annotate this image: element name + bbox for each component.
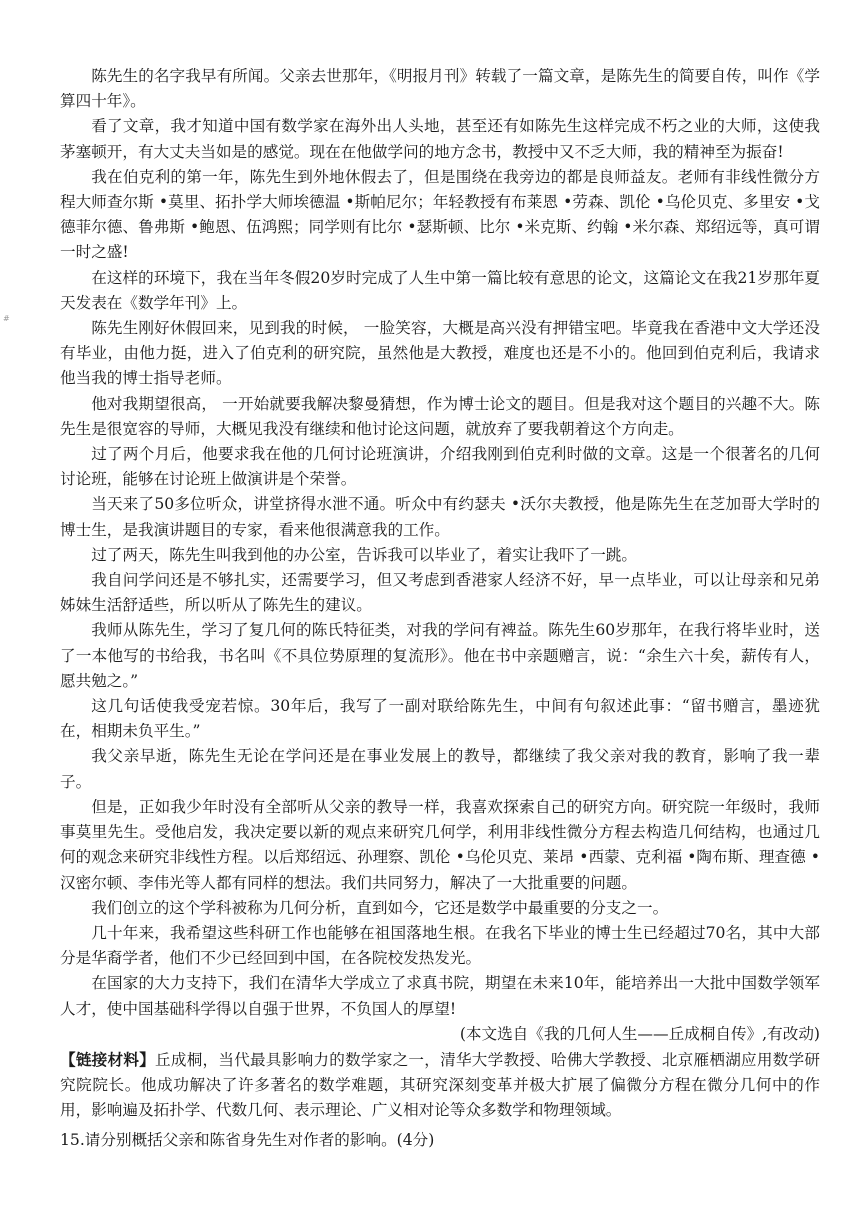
- paragraph-6: 他对我期望很高， 一开始就要我解决黎曼猜想，作为博士论文的题目。但是我对这个题目的兴趣不大。陈先生是很宽容的导师，大概见我没有继续和他讨论这问题，就放弃了要我朝着这个方向走。: [60, 394, 820, 438]
- paragraph-2: 看了文章，我才知道中国有数学家在海外出人头地，甚至还有如陈先生这样完成不朽之业的大师，这使我茅塞顿开，有大丈夫当如是的感觉。现在在他做学问的地方念书，教授中又不乏大师，我的精神至为振奋!: [60, 117, 820, 161]
- paragraph-13: 我父亲早逝，陈先生无论在学问还是在事业发展上的教导，都继续了我父亲对我的教育，影响了我一辈子。: [60, 747, 820, 791]
- paragraph-12: 这几句话使我受宠若惊。30年后，我写了一副对联给陈先生，中间有句叙述此事：“留书赠言，墨迹犹在，相期未负平生。”: [60, 697, 820, 741]
- paragraph-4: 在这样的环境下，我在当年冬假20岁时完成了人生中第一篇比较有意思的论文，这篇论文在我21岁那年夏天发表在《数学年刊》上。: [60, 268, 820, 312]
- link-material-label: 【链接材料】: [60, 1049, 156, 1069]
- paragraph-11: 我师从陈先生，学习了复几何的陈氏特征类，对我的学问有裨益。陈先生60岁那年，在我行将毕业时，送了一本他写的书给我，书名叫《不具位势原理的复流形》。他在书中亲题赠言，说：“余生六十矣，薪传有人，愿共勉之。”: [60, 621, 820, 690]
- paragraph-17: 在国家的大力支持下，我们在清华大学成立了求真书院，期望在未来10年，能培养出一大批中国数学领军人才，使中国基础科学得以自强于世界，不负国人的厚望!: [60, 974, 820, 1018]
- paragraph-15: 我们创立的这个学科被称为几何分析，直到如今，它还是数学中最重要的分支之一。: [91, 898, 669, 917]
- link-material: [60, 1047, 820, 1124]
- paragraph-1: 陈先生的名字我早有所闻。父亲去世那年，《明报月刊》转载了一篇文章，是陈先生的简要自传，叫作《学算四十年》。: [60, 67, 820, 111]
- question-15: 15.请分别概括父亲和陈省身先生对作者的影响。(4分): [60, 1130, 435, 1149]
- margin-mark: #: [3, 314, 10, 323]
- paragraph-3: 我在伯克利的第一年，陈先生到外地休假去了，但是围绕在我旁边的都是良师益友。老师有非线性微分方程大师查尔斯 •莫里、拓扑学大师埃德温 •斯帕尼尔；年轻教授有布莱恩 •劳森、凯伦 •乌伦贝克、多里安 •戈德菲尔德、鲁弗斯 •鲍恩、伍鸿熙；同学则有比尔 •瑟斯顿、比尔 •米克斯、约翰 •米尔森、郑绍远等，真可谓一时之盛!: [60, 167, 820, 262]
- paragraph-5: 陈先生刚好休假回来，见到我的时候， 一脸笑容，大概是高兴没有押错宝吧。毕竟我在香港中文大学还没有毕业，由他力挺，进入了伯克利的研究院，虽然他是大教授，难度也还是不小的。他回到伯克利后，我请求他当我的博士指导老师。: [60, 319, 820, 388]
- paragraph-7: 过了两个月后，他要求我在他的几何讨论班演讲，介绍我刚到伯克利时做的文章。这是一个很著名的几何讨论班，能够在讨论班上做演讲是个荣誉。: [60, 445, 820, 489]
- paragraph-10: 我自问学问还是不够扎实，还需要学习，但又考虑到香港家人经济不好，早一点毕业，可以让母亲和兄弟姊妹生活舒适些，所以听从了陈先生的建议。: [60, 571, 820, 615]
- link-material-text: 丘成桐，当代最具影响力的数学家之一，清华大学教授、哈佛大学教授、北京雁栖湖应用数学研究院院长。他成功解决了许多著名的数学难题，其研究深刻变革并极大扩展了偏微分方程在微分几何中的作用，影响遍及拓扑学、代数几何、表示理论、广义相对论等众多数学和物理领域。: [60, 1050, 820, 1120]
- article-body: [60, 64, 820, 1153]
- paragraph-16: 几十年来，我希望这些科研工作也能够在祖国落地生根。在我名下毕业的博士生已经超过70名，其中大部分是华裔学者，他们不少已经回到中国，在各院校发热发光。: [60, 923, 820, 968]
- source-note: (本文选自《我的几何人生——丘成桐自传》,有改动): [459, 1024, 820, 1043]
- paragraph-8: 当天来了50多位听众，讲堂挤得水泄不通。听众中有约瑟夫 •沃尔夫教授，他是陈先生在芝加哥大学时的博士生，是我演讲题目的专家，看来他很满意我的工作。: [60, 495, 820, 539]
- paragraph-9: 过了两天，陈先生叫我到他的办公室，告诉我可以毕业了，着实让我吓了一跳。: [91, 545, 637, 564]
- paragraph-14: 但是，正如我少年时没有全部听从父亲的教导一样，我喜欢探索自己的研究方向。研究院一年级时，我师事莫里先生。受他启发，我决定要以新的观点来研究几何学，利用非线性微分方程去构造几何结构，也通过几何的观念来研究非线性方程。以后郑绍远、孙理察、凯伦 •乌伦贝克、莱昂 •西蒙、克利福 •陶布斯、理查德 •汉密尔顿、李伟光等人都有同样的想法。我们共同努力，解决了一大批重要的问题。: [60, 797, 820, 892]
